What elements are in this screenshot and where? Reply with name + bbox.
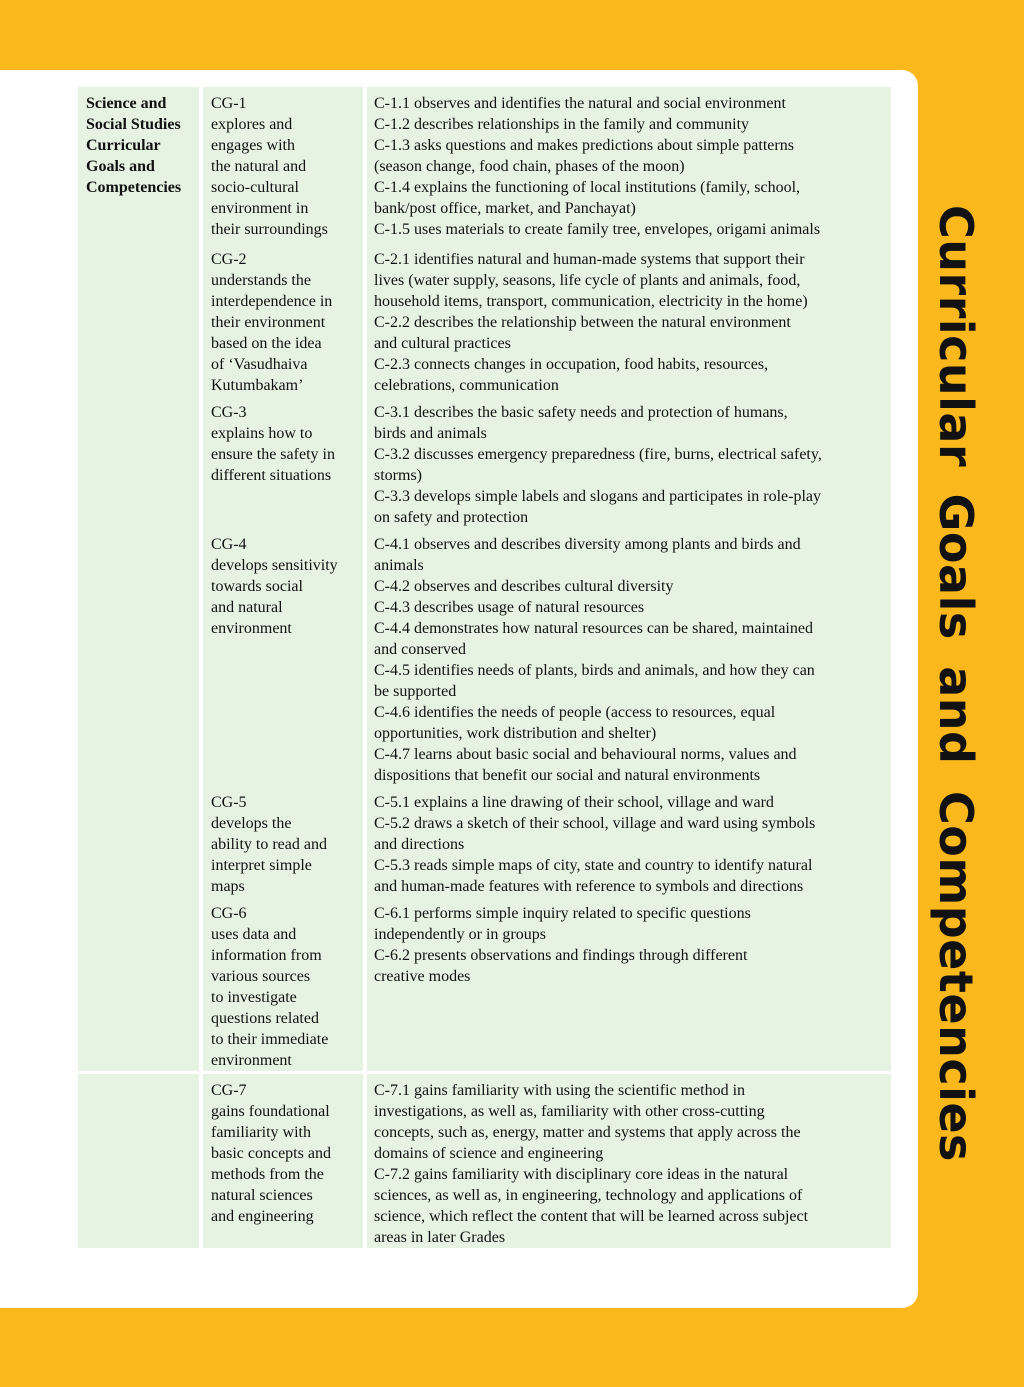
competency-text-line: creative modes xyxy=(374,968,471,985)
table-row xyxy=(203,897,891,1071)
competency-text-line: sciences, as well as, in engineering, technology and applications of xyxy=(374,1187,803,1204)
subject-label-line: Social Studies xyxy=(86,116,181,133)
table-row xyxy=(203,1074,891,1248)
goal-text-line: understands the xyxy=(211,272,311,289)
table-row xyxy=(203,786,891,897)
goal-text-line: different situations xyxy=(211,467,332,484)
goal-text-line: to investigate xyxy=(211,989,297,1006)
competency-table xyxy=(78,87,891,1248)
competency-text-line: concepts, such as, energy, matter and systems that apply across the xyxy=(374,1124,801,1141)
competency-text-line: C-1.4 explains the functioning of local institutions (family, school, xyxy=(374,179,801,196)
goal-cell xyxy=(203,897,363,1071)
competency-text-line: storms) xyxy=(374,467,422,484)
competency-cell xyxy=(367,528,891,786)
goal-text-line: Kutumbakam’ xyxy=(211,377,304,394)
competency-text-line: C-4.6 identifies the needs of people (access to resources, equal xyxy=(374,704,776,721)
competency-text-line: C-3.2 discusses emergency preparedness (fire, burns, electrical safety, xyxy=(374,446,822,463)
goal-text-line: interpret simple xyxy=(211,857,312,874)
competency-text-line: C-4.3 describes usage of natural resources xyxy=(374,599,645,616)
goal-code: CG-1 xyxy=(211,95,247,112)
subject-label-line: Curricular xyxy=(86,137,161,154)
competency-text-line: C-1.2 describes relationships in the family and community xyxy=(374,116,750,133)
goal-text-line: and natural xyxy=(211,599,283,616)
competency-text-line: C-1.5 uses materials to create family tree, envelopes, origami animals xyxy=(374,221,821,238)
goal-text-line: explains how to xyxy=(211,425,313,442)
competency-text-line: C-5.2 draws a sketch of their school, village and ward using symbols xyxy=(374,815,816,832)
goal-text-line: environment xyxy=(211,1052,292,1069)
competency-text-line: C-4.4 demonstrates how natural resources can be shared, maintained xyxy=(374,620,813,637)
goal-text-line: explores and xyxy=(211,116,293,133)
competency-text-line: C-4.2 observes and describes cultural diversity xyxy=(374,578,674,595)
competency-text-line: C-1.3 asks questions and makes predictions about simple patterns xyxy=(374,137,794,154)
subject-cell xyxy=(78,1074,199,1248)
competency-text-line: and directions xyxy=(374,836,465,853)
goal-code: CG-4 xyxy=(211,536,247,553)
goal-code: CG-7 xyxy=(211,1082,247,1099)
competency-text-line: areas in later Grades xyxy=(374,1229,506,1246)
table-row xyxy=(203,528,891,786)
competency-text-line: C-2.3 connects changes in occupation, food habits, resources, xyxy=(374,356,769,373)
table-row xyxy=(203,243,891,396)
goal-text-line: information from xyxy=(211,947,322,964)
competency-text-line: on safety and protection xyxy=(374,509,529,526)
competency-text-line: birds and animals xyxy=(374,425,487,442)
goal-text-line: ensure the safety in xyxy=(211,446,335,463)
competency-text-line: science, which reflect the content that will be learned across subject xyxy=(374,1208,809,1225)
goal-text-line: gains foundational xyxy=(211,1103,330,1120)
competency-text-line: and human-made features with reference to symbols and directions xyxy=(374,878,804,895)
competency-text-line: C-4.5 identifies needs of plants, birds and animals, and how they can xyxy=(374,662,815,679)
competency-text-line: C-7.1 gains familiarity with using the scientific method in xyxy=(374,1082,746,1099)
goal-cell xyxy=(203,396,363,528)
subject-cell xyxy=(78,87,199,1071)
competency-text-line: C-4.7 learns about basic social and behavioural norms, values and xyxy=(374,746,797,763)
goal-cell xyxy=(203,243,363,396)
goal-text-line: their surroundings xyxy=(211,221,328,238)
table-row xyxy=(203,396,891,528)
table-block xyxy=(78,1074,891,1248)
competency-text-line: independently or in groups xyxy=(374,926,546,943)
goal-text-line: and engineering xyxy=(211,1208,314,1225)
competency-text-line: animals xyxy=(374,557,424,574)
goal-text-line: their environment xyxy=(211,314,326,331)
competency-text-line: dispositions that benefit our social and natural environments xyxy=(374,767,761,784)
subject-label-line: Competencies xyxy=(86,179,182,196)
goal-code: CG-5 xyxy=(211,794,247,811)
goal-cell xyxy=(203,528,363,786)
competency-text-line: celebrations, communication xyxy=(374,377,559,394)
goal-text-line: familiarity with xyxy=(211,1124,311,1141)
goal-code: CG-2 xyxy=(211,251,247,268)
competency-text-line: C-3.1 describes the basic safety needs and protection of humans, xyxy=(374,404,788,421)
goal-cell xyxy=(203,1074,363,1248)
competency-text-line: (season change, food chain, phases of the moon) xyxy=(374,158,685,175)
goal-cell xyxy=(203,786,363,897)
side-title-text: Curricular Goals and Competencies xyxy=(929,204,983,1162)
competency-text-line: C-3.3 develops simple labels and slogans and participates in role-play xyxy=(374,488,821,505)
competency-text-line: C-5.3 reads simple maps of city, state and country to identify natural xyxy=(374,857,813,874)
side-title xyxy=(926,204,986,1162)
competency-text-line: and cultural practices xyxy=(374,335,511,352)
goal-text-line: engages with xyxy=(211,137,295,154)
competency-text-line: C-2.1 identifies natural and human-made systems that support their xyxy=(374,251,805,268)
goal-text-line: environment in xyxy=(211,200,309,217)
goal-text-line: socio-cultural xyxy=(211,179,299,196)
competency-text-line: opportunities, work distribution and shelter) xyxy=(374,725,657,742)
goal-text-line: questions related xyxy=(211,1010,319,1027)
goal-text-line: interdependence in xyxy=(211,293,333,310)
goal-text-line: to their immediate xyxy=(211,1031,329,1048)
competency-text-line: bank/post office, market, and Panchayat) xyxy=(374,200,636,217)
goal-text-line: ability to read and xyxy=(211,836,327,853)
competency-cell xyxy=(367,396,891,528)
goal-text-line: various sources xyxy=(211,968,311,985)
competency-cell xyxy=(367,87,891,243)
goal-cell xyxy=(203,87,363,243)
competency-text-line: C-6.1 performs simple inquiry related to specific questions xyxy=(374,905,751,922)
competency-cell xyxy=(367,897,891,1071)
competency-text-line: C-4.1 observes and describes diversity among plants and birds and xyxy=(374,536,801,553)
competency-cell xyxy=(367,243,891,396)
goal-text-line: basic concepts and xyxy=(211,1145,331,1162)
goal-text-line: of ‘Vasudhaiva xyxy=(211,356,308,373)
competency-text-line: and conserved xyxy=(374,641,466,658)
competency-text-line: lives (water supply, seasons, life cycle of plants and animals, food, xyxy=(374,272,801,289)
competency-text-line: C-7.2 gains familiarity with disciplinary core ideas in the natural xyxy=(374,1166,789,1183)
competency-text-line: household items, transport, communication, electricity in the home) xyxy=(374,293,808,310)
competency-text-line: C-2.2 describes the relationship between the natural environment xyxy=(374,314,791,331)
goal-text-line: natural sciences xyxy=(211,1187,313,1204)
competency-cell xyxy=(367,1074,891,1248)
goal-text-line: the natural and xyxy=(211,158,307,175)
competency-text-line: domains of science and engineering xyxy=(374,1145,604,1162)
table-row xyxy=(203,87,891,243)
goal-text-line: towards social xyxy=(211,578,303,595)
competency-cell xyxy=(367,786,891,897)
competency-text-line: C-6.2 presents observations and findings through different xyxy=(374,947,748,964)
goal-code: CG-3 xyxy=(211,404,247,421)
competency-text-line: be supported xyxy=(374,683,457,700)
goal-text-line: maps xyxy=(211,878,245,895)
goal-text-line: uses data and xyxy=(211,926,297,943)
goal-text-line: based on the idea xyxy=(211,335,322,352)
competency-text-line: C-1.1 observes and identifies the natural and social environment xyxy=(374,95,786,112)
goal-text-line: environment xyxy=(211,620,292,637)
subject-label-line: Goals and xyxy=(86,158,155,175)
competency-text-line: C-5.1 explains a line drawing of their school, village and ward xyxy=(374,794,774,811)
table-block xyxy=(78,87,891,1071)
goal-code: CG-6 xyxy=(211,905,247,922)
goal-text-line: develops the xyxy=(211,815,292,832)
goal-text-line: methods from the xyxy=(211,1166,324,1183)
goal-text-line: develops sensitivity xyxy=(211,557,338,574)
subject-label-line: Science and xyxy=(86,95,167,112)
competency-text-line: investigations, as well as, familiarity with other cross-cutting xyxy=(374,1103,765,1120)
